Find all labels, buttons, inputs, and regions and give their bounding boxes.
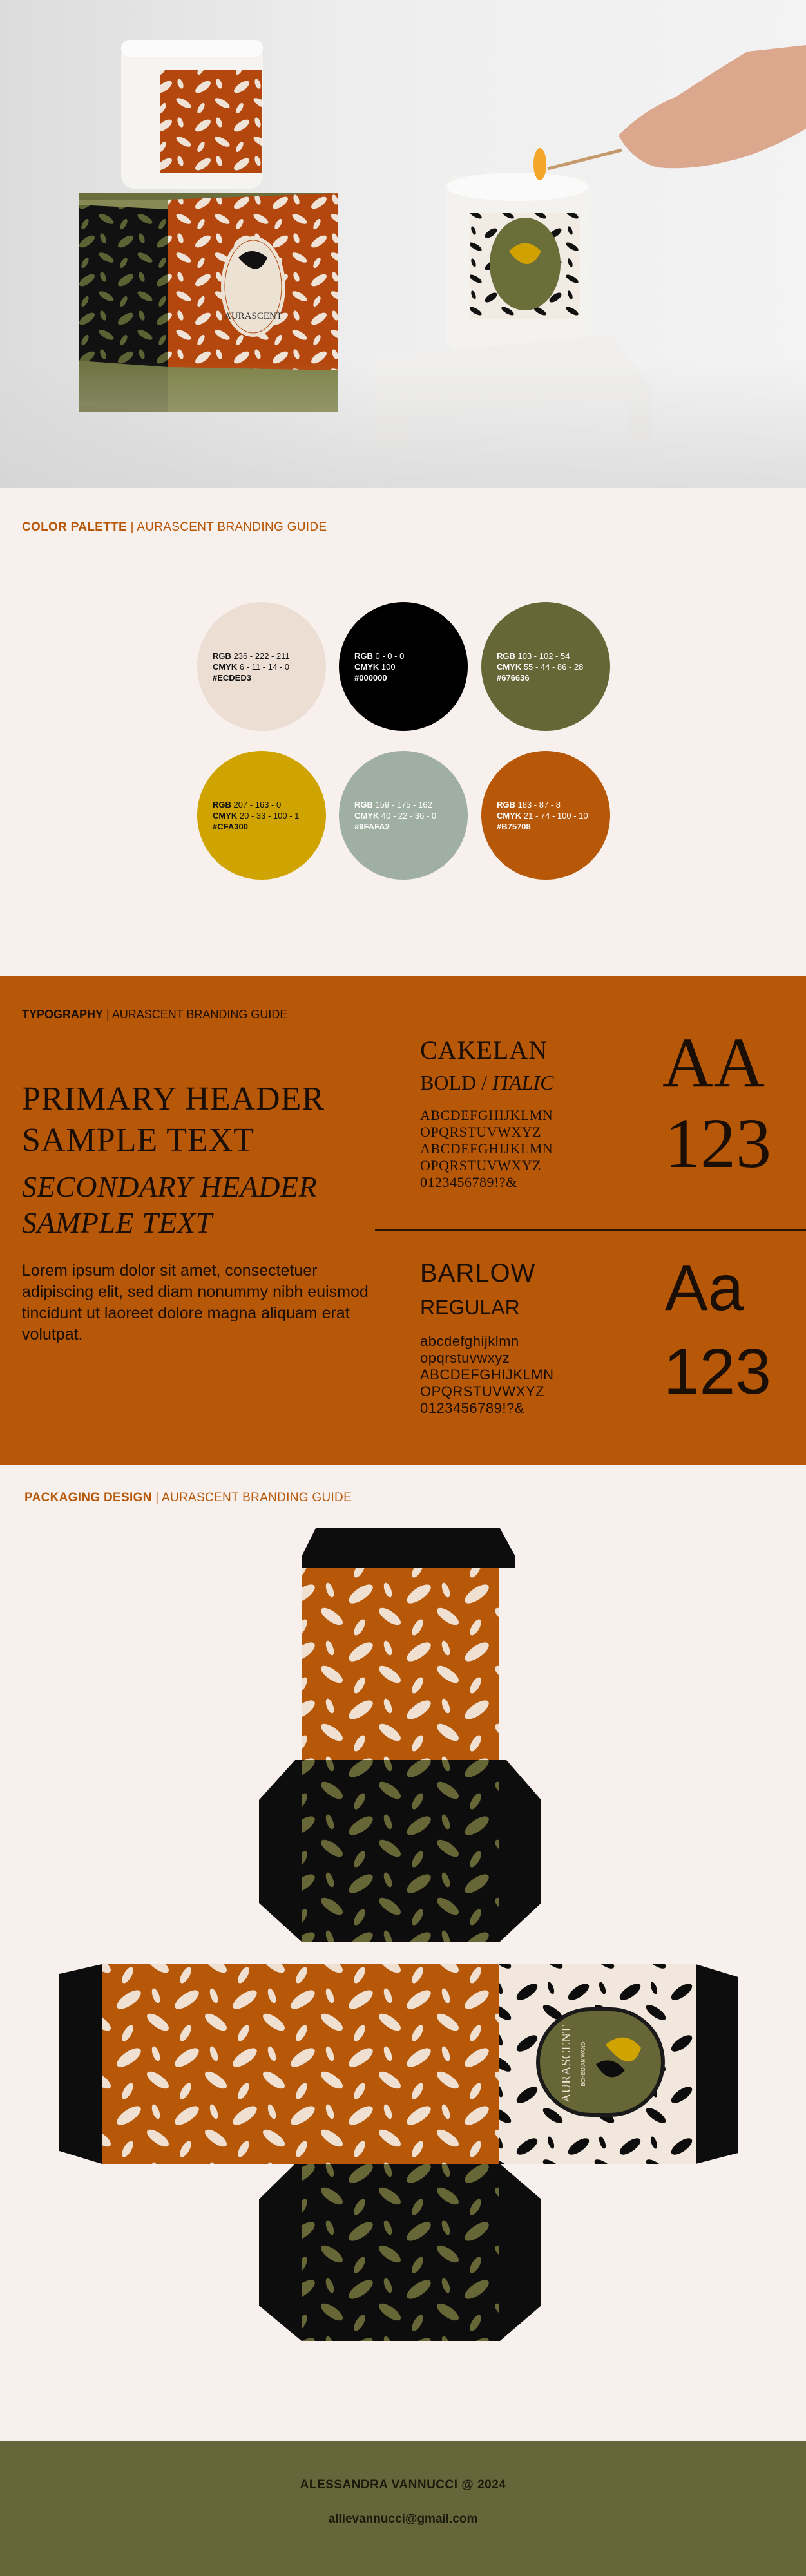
font2-chars-line: ABCDEFGHIJKLMN xyxy=(420,1367,554,1383)
swatch-cmyk-key: CMYK xyxy=(213,661,240,672)
swatch-hex xyxy=(213,821,326,832)
font1-chars-line: ABCDEFGHIJKLMN xyxy=(420,1141,553,1157)
package-tagline: BOHEMIAN WAND xyxy=(581,2041,586,2087)
swatch-rgb: RGB 103 - 102 - 54 xyxy=(497,650,570,661)
font1-charset xyxy=(420,1107,553,1191)
box-dieline-illustration xyxy=(0,1465,806,2441)
swatch-cmyk: CMYK 20 - 33 - 100 - 1 xyxy=(213,810,300,820)
footer-email[interactable]: allievannucci@gmail.com xyxy=(328,2512,478,2526)
swatch-rgb-key: RGB xyxy=(497,799,518,810)
typography-title: TYPOGRAPHY xyxy=(22,1008,104,1021)
packaging-dieline xyxy=(0,1465,806,2441)
font2-style: REGULAR xyxy=(420,1296,520,1319)
left-side-panel xyxy=(102,1964,302,2164)
font1-sample-letters: AA xyxy=(662,1023,765,1102)
top-flap-tab xyxy=(302,1528,515,1568)
font2-sample-numbers: 123 xyxy=(664,1336,771,1408)
swatch-cmyk-key: CMYK xyxy=(497,661,524,672)
font2-chars-line: 0123456789!?& xyxy=(420,1400,524,1416)
swatch-cmyk: CMYK 21 - 74 - 100 - 10 xyxy=(497,810,588,820)
swatch xyxy=(481,602,610,731)
swatch-rgb-key: RGB xyxy=(213,799,234,810)
packaging-title: PACKAGING DESIGN xyxy=(24,1491,152,1504)
swatch-cmyk-key: CMYK xyxy=(354,810,381,820)
color-palette-title: COLOR PALETTE xyxy=(22,520,127,534)
font1-chars-line: OPQRSTUVWXYZ xyxy=(420,1124,542,1140)
font1-style-italic: ITALIC xyxy=(492,1071,554,1094)
swatch-rgb: RGB 159 - 175 - 162 xyxy=(354,799,432,810)
font1-chars-line: ABCDEFGHIJKLMN xyxy=(420,1107,553,1123)
hand xyxy=(619,45,806,168)
typography-label xyxy=(22,1008,287,1021)
swatch xyxy=(197,602,326,731)
swatch-cmyk: CMYK 40 - 22 - 36 - 0 xyxy=(354,810,437,820)
swatch-hex-value: #CFA300 xyxy=(213,821,248,831)
hero-photo xyxy=(0,0,806,488)
swatch-rgb-key: RGB xyxy=(213,650,234,661)
font1-style xyxy=(420,1071,553,1095)
font2-sample-letters: Aa xyxy=(665,1252,744,1324)
font1-sample-numbers: 123 xyxy=(665,1104,771,1182)
swatch-hex-value: #000000 xyxy=(354,672,387,683)
back-panel xyxy=(302,1760,499,1942)
swatch-rgb: RGB 207 - 163 - 0 xyxy=(213,799,282,810)
swatch-cmyk: CMYK 100 xyxy=(354,661,396,672)
swatch-cmyk: CMYK 6 - 11 - 14 - 0 xyxy=(213,661,289,672)
body-text-sample: Lorem ipsum dolor sit amet, consectetuer adipiscing elit, sed diam nonummy nibh euismod tincidunt ut laoreet dolore magna aliquam erat volutpat. xyxy=(22,1262,369,1343)
table-surface xyxy=(0,361,806,488)
font2-chars-line: abcdefghijklmn xyxy=(420,1333,519,1349)
left-glue-flap xyxy=(59,1964,102,2164)
swatch-cmyk-key: CMYK xyxy=(354,661,381,672)
swatch-hex-value: #676636 xyxy=(497,672,530,683)
swatch-hex-value: #B75708 xyxy=(497,821,531,831)
swatch-hex-value: #ECDED3 xyxy=(213,672,251,683)
swatch-hex-value: #9FAFA2 xyxy=(354,821,390,831)
color-palette-label xyxy=(22,520,327,535)
typography-section xyxy=(0,976,806,1465)
font1-chars-line: OPQRSTUVWXYZ xyxy=(420,1157,542,1173)
footer xyxy=(0,2441,806,2576)
swatch-hex xyxy=(497,821,610,832)
right-glue-flap xyxy=(696,1964,738,2164)
front-panel xyxy=(302,1964,499,2164)
swatch xyxy=(339,751,468,880)
secondary-header-sample: SECONDARY HEADER SAMPLE TEXT xyxy=(22,1170,318,1239)
package-brand-name: AURASCENT xyxy=(559,2025,573,2103)
primary-header-sample: PRIMARY HEADER SAMPLE TEXT xyxy=(22,1081,325,1159)
swatch xyxy=(339,602,468,731)
swatch-rgb: RGB 0 - 0 - 0 xyxy=(354,650,405,661)
packaging-subtitle: | AURASCENT BRANDING GUIDE xyxy=(151,1491,352,1504)
typography-subtitle: | AURASCENT BRANDING GUIDE xyxy=(103,1008,288,1021)
font1-style-sep: / xyxy=(476,1071,492,1094)
font2-chars-line: opqrstuvwxyz xyxy=(420,1350,510,1366)
font1-name: CAKELAN xyxy=(420,1036,548,1065)
swatch-hex xyxy=(354,821,468,832)
swatch-rgb-key: RGB xyxy=(354,799,376,810)
swatch-rgb-key: RGB xyxy=(497,650,518,661)
top-panel xyxy=(302,1568,499,1760)
color-palette-subtitle: | AURASCENT BRANDING GUIDE xyxy=(126,520,327,534)
font2-charset xyxy=(420,1333,553,1417)
swatch-cmyk: CMYK 55 - 44 - 86 - 28 xyxy=(497,661,584,672)
font2-name: BARLOW xyxy=(420,1259,536,1287)
typography-divider xyxy=(375,1229,806,1231)
swatch-hex xyxy=(213,672,326,683)
font1-style-bold: BOLD xyxy=(420,1071,477,1094)
candle-label-oval xyxy=(490,218,561,310)
swatch-hex xyxy=(497,672,610,683)
swatch-rgb: RGB 236 - 222 - 211 xyxy=(213,650,290,661)
box-brand-name: AURASCENT xyxy=(224,311,283,321)
font1-chars-line: 0123456789!?& xyxy=(420,1174,517,1190)
bottom-panel xyxy=(302,2164,499,2341)
swatch xyxy=(197,751,326,880)
swatch-cmyk-key: CMYK xyxy=(497,810,524,820)
font2-chars-line: OPQRSTUVWXYZ xyxy=(420,1383,545,1399)
swatch-hex xyxy=(354,672,468,683)
swatch-rgb: RGB 183 - 87 - 8 xyxy=(497,799,561,810)
candle-flame xyxy=(533,148,546,180)
footer-author: ALESSANDRA VANNUCCI @ 2024 xyxy=(300,2478,506,2492)
swatch-cmyk-key: CMYK xyxy=(213,810,240,820)
swatch xyxy=(481,751,610,880)
swatch-rgb-key: RGB xyxy=(354,650,376,661)
